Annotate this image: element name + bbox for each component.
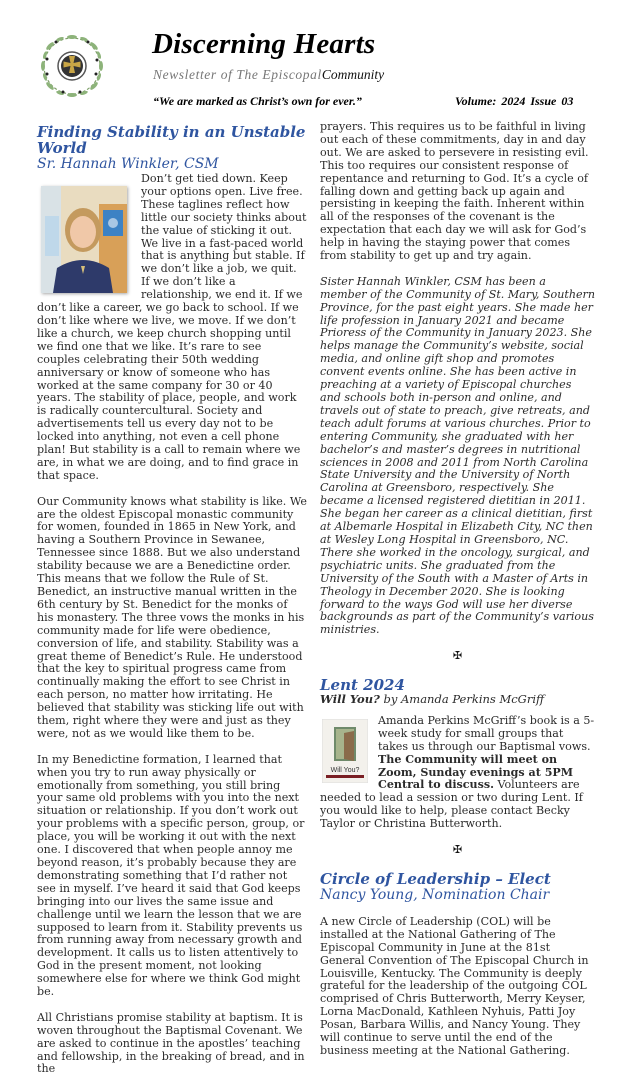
newsletter-title: Discerning Hearts [152, 28, 376, 60]
newsletter-motto: “We are marked as Christ’s own for ever.” [153, 94, 362, 108]
subtitle-strong-text: Community [321, 67, 385, 82]
lent-text-outro: Volunteers are needed to lead a session or two during Lent. If you would like to help, please contact Becky Taylor or Christina Butterworth. [320, 778, 583, 831]
book-title: Will You? [320, 692, 380, 707]
article-title-leadership: Circle of Leadership – Elect [320, 869, 551, 888]
subtitle-light-text: Newsletter of The Episcopal [153, 67, 322, 82]
article-author-leadership: Nancy Young, Nomination Chair [320, 886, 550, 903]
volume-issue: Volume: 2024 Issue 03 [455, 94, 574, 108]
article-paragraph: Don’t get tied down. Keep your options open. Live free. These taglines reflect how little our society thinks about the value of sticking it out. We live in a fast-paced world that is anything but stable. If we don’t like a job, we quit. If we don’t like a relationship, we end it. If we don’t like a career, we go back to school. If we don’t like where we live, we move. If we don’t like a church, we keep church shopping until we find one that we like. It’s rare to see couples celebrating their 50th wedding anniversary or know of someone who has worked at the same company for 30 or 40 years. The stability of place, people, and work is radically countercultural. Society and advertisements tell us every day not to be locked into anything, not even a cell phone plan! But stability is a call to remain where we are, in what we are doing, and to find grace in that space. [37, 172, 307, 482]
left-column [37, 124, 307, 1089]
article-title-stability: Finding Stability in an Unstable World [37, 123, 306, 157]
book-author: by Amanda Perkins McGriff [379, 692, 545, 707]
cross-divider-icon: ✠ [452, 842, 463, 856]
article-paragraph: All Christians promise stability at baptism. It is woven throughout the Baptismal Covenant. We are asked to continue in the apostles’ teaching and fellowship, in the breaking of bread, and in the [37, 1010, 305, 1076]
book-cover-image [322, 719, 368, 783]
lent-text-emphasis: The Community will meet on Zoom, Sunday evenings at 5PM Central to discuss. [378, 752, 574, 792]
olive-wreath-cross-logo [36, 30, 108, 102]
article-paragraph: Our Community knows what stability is like. We are the oldest Episcopal monastic community for women, founded in 1865 in New York, and having a Southern Province in Sewanee, Tennessee since 1888. But we also understand stability because we are a Benedictine order. This means that we follow the Rule of St. Benedict, an instructive manual written in the 6th century by St. Benedict for the monks of his monastery. The three vows the monks in his community made for life were obedience, conversion of life, and stability. Stability was a great theme of Benedict’s Rule. He understood that the key to spiritual progress came from continually making the effort to see Christ in each person, no matter how irritating. He believed that stability was sticking life out with them, right where they were and just as they were, not as we would like them to be. [37, 494, 307, 740]
leadership-paragraph: A new Circle of Leadership (COL) will be installed at the National Gathering of The Episcopal Community in June at the 81st General Convention of The Episcopal Church in Louisville, Kentucky. The Community is deeply grateful for the leadership of the outgoing COL comprised of Chris Butterworth, Merry Keyser, Lorna MacDonald, Kathleen Nyhuis, Patti Joy Posan, Barbara Willis, and Nancy Young. They will continue to serve until the end of the business meeting at the National Gathering. [320, 914, 589, 1057]
book-subhead [320, 693, 595, 706]
article-paragraph: prayers. This requires us to be faithful in living out each of these commitments, day in and day out. We are asked to persevere in resisting evil. This too requires our consistent response of repentance and returning to God. It’s a cycle of falling down and getting back up again and persisting in keeping the faith. Inherent within all of the responses of the covenant is the expectation that each day we will ask for God’s help in having the staying power that comes from stability to get up and try again. [320, 120, 589, 263]
cross-divider-icon: ✠ [452, 649, 463, 663]
lent-text-intro: Amanda Perkins McGriff’s book is a 5-week study for small groups that takes us through our Baptismal vows. [378, 713, 595, 753]
article-author-stability: Sr. Hannah Winkler, CSM [37, 156, 219, 172]
book-cover-title: Will You? [330, 766, 360, 774]
author-bio: Sister Hannah Winkler, CSM has been a member of the Community of St. Mary, Southern Province, for the past eight years. She made her life profession in January 2021 and became Prioress of the Community in January 2023. She helps manage the Community’s website, social media, and online gift shop and promotes convent events online. She has been active in preaching at a variety of Episcopal churches and schools both in-person and online, and travels out of state to preach, give retreats, and teach adult forums at various churches. Prior to entering Community, she graduated with her bachelor’s and master’s degrees in nutritional sciences in 2008 and 2011 from North Carolina State University and the University of North Carolina at Greensboro, respectively. She became a licensed registered dietitian in 2011. She began her career as a clinical dietitian, first at Albemarle Hospital in Elizabeth City, NC then at Wesley Long Hospital in Greensboro, NC. There she worked in the oncology, surgical, and psychiatric units. She graduated from the University of the South with a Master of Arts in Theology in December 2020. She is looking forward to the ways God will use her diverse backgrounds as part of the Community’s various ministries. [320, 274, 595, 637]
author-photo [41, 186, 127, 293]
newsletter-masthead [0, 0, 622, 112]
article-title-lent: Lent 2024 [320, 676, 405, 695]
article-paragraph: In my Benedictine formation, I learned that when you try to run away physically or emotionally from something, you still bring your same old problems with you into the next situation or relationship. If you don’t work out your problems with a specific person, group, or place, you will be working it out with the next one. I discovered that when people annoy me beyond reason, it’s probably because they are demonstrating something that I’d rather not see in myself. I’ve heard it said that God keeps bringing into our lives the same issue and challenge until we learn the lesson that we are supposed to learn from it. Stability prevents us from running away from necessary growth and development. It calls us to listen attentively to God in the present moment, not looking somewhere else for where we think God might be. [37, 752, 305, 999]
newsletter-subtitle [153, 67, 384, 83]
right-column [320, 121, 595, 1071]
